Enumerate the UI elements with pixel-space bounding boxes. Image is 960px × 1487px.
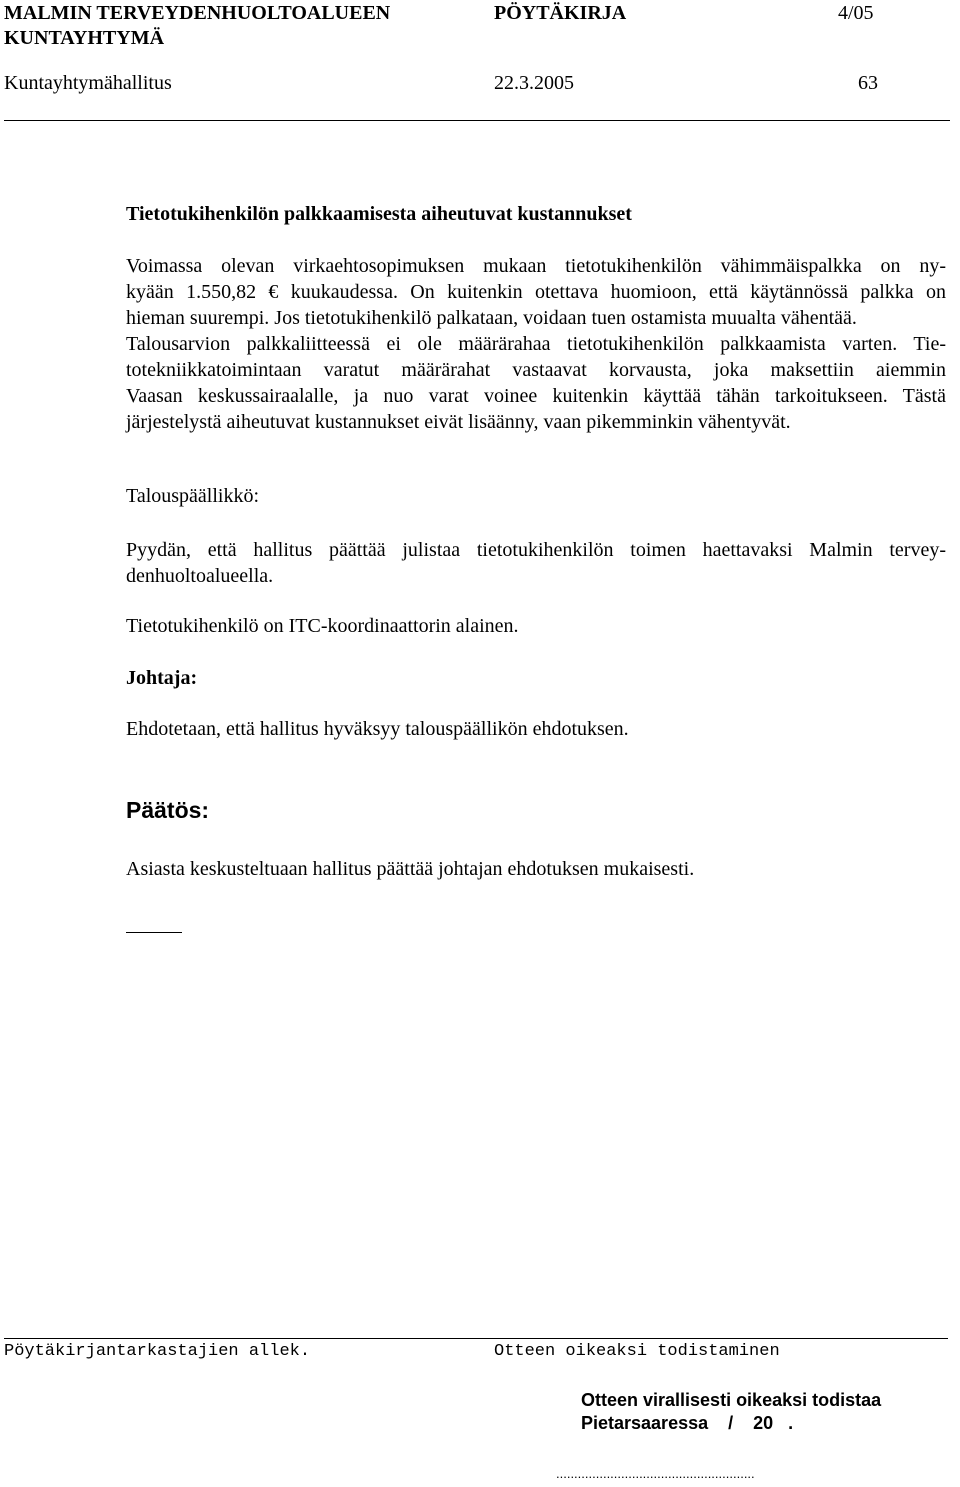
paragraph-line: hieman suurempi. Jos tietotukihenkilö palkataan, voidaan tuen ostamista muualta vähentää. [126, 307, 857, 329]
meeting-body: Kuntayhtymähallitus [4, 72, 172, 94]
section-number: 63 [858, 72, 878, 94]
paragraph-salary [126, 253, 946, 331]
header-rule [4, 120, 950, 121]
reviewers-signature-label: Pöytäkirjantarkastajien allek. [4, 1342, 311, 1361]
decision-label: Päätös: [126, 797, 210, 823]
subordinate-statement: Tietotukihenkilö on ITC-koordinaattorin alainen. [126, 615, 519, 637]
director-proposal: Ehdotetaan, että hallitus hyväksyy talouspäällikön ehdotuksen. [126, 718, 629, 740]
document-type: PÖYTÄKIRJA [494, 2, 627, 24]
paragraph-line: totekniikkatoimintaan varatut määrärahat vastaavat korvausta, joka maksettiin aiemmin [126, 359, 946, 381]
meeting-date: 22.3.2005 [494, 72, 574, 94]
paragraph-line: järjestelystä aiheutuvat kustannukset eivät lisäänny, vaan pikemminkin vähentyvät. [126, 411, 791, 433]
paragraph-line: Voimassa olevan virkaehtosopimuksen mukaan tietotukihenkilön vähimmäispalkka on ny- [126, 255, 946, 277]
paragraph-line: Pyydän, että hallitus päättää julistaa tietotukihenkilön toimen haettavaksi Malmin tervey- [126, 539, 946, 561]
org-name-line1: MALMIN TERVEYDENHUOLTOALUEEN [4, 2, 391, 24]
section-title: Tietotukihenkilön palkkaamisesta aiheutuvat kustannukset [126, 203, 632, 225]
paragraph-line: kyään 1.550,82 € kuukaudessa. On kuitenkin otettava huomioon, että käytännössä palkka on [126, 281, 946, 303]
place-date-line: Pietarsaaressa / 20 . [581, 1413, 794, 1433]
org-name-line2: KUNTAYHTYMÄ [4, 27, 165, 49]
certified-by-label: Otteen virallisesti oikeaksi todistaa [581, 1390, 882, 1410]
page-number: 4/05 [838, 2, 874, 24]
end-rule [126, 932, 182, 933]
certification-label: Otteen oikeaksi todistaminen [494, 1342, 780, 1361]
paragraph-budget [126, 331, 946, 435]
paragraph-line: Vaasan keskussairaalalle, ja nuo varat voinee kuitenkin käyttää tähän tarkoitukseen. Tästä [126, 385, 946, 407]
finance-manager-label: Talouspäällikkö: [126, 485, 260, 507]
footer-rule [4, 1338, 948, 1339]
paragraph-line: Talousarvion palkkaliitteessä ei ole määrärahaa tietotukihenkilön palkkaamista varten. Tie- [126, 333, 946, 355]
signature-dotted-line: ....................................................... [556, 1466, 755, 1481]
paragraph-line: denhuoltoalueella. [126, 565, 274, 587]
proposal-paragraph [126, 537, 946, 589]
decision-text: Asiasta keskusteltuaan hallitus päättää johtajan ehdotuksen mukaisesti. [126, 858, 695, 880]
director-label: Johtaja: [126, 667, 198, 689]
